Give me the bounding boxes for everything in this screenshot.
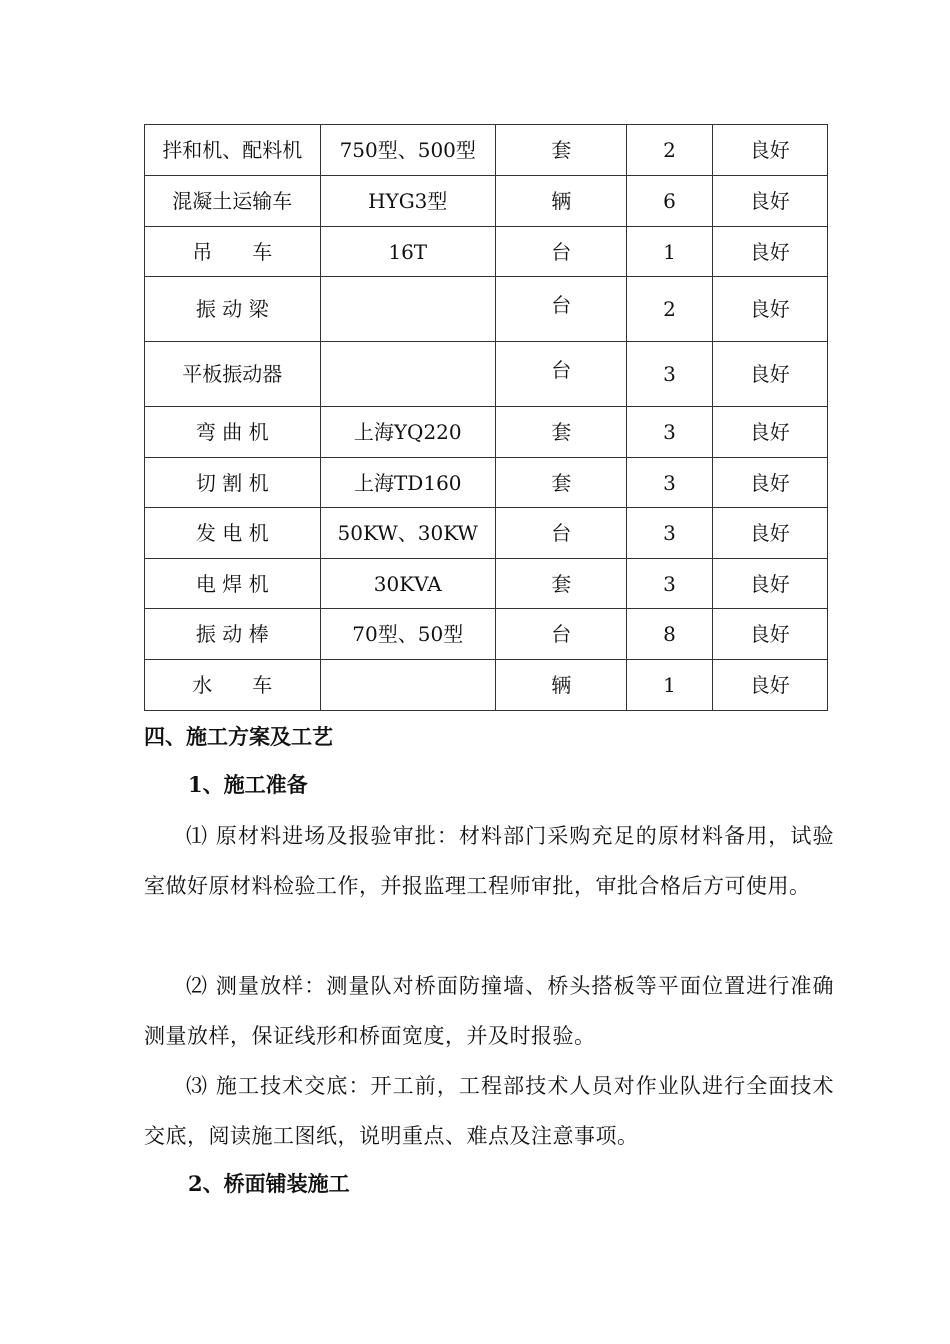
equipment-name: 水 车	[145, 660, 321, 711]
equipment-qty: 3	[627, 342, 712, 407]
equipment-condition: 良好	[712, 660, 827, 711]
table-row	[145, 277, 828, 342]
equipment-model	[320, 277, 496, 342]
equipment-name: 弯 曲 机	[145, 407, 321, 458]
equipment-model: 上海YQ220	[320, 407, 496, 458]
section-heading: 四、施工方案及工艺	[144, 724, 333, 749]
equipment-condition: 良好	[712, 277, 827, 342]
equipment-model: HYG3型	[320, 176, 496, 227]
equipment-unit: 套	[496, 559, 627, 609]
equipment-name: 吊 车	[145, 227, 321, 277]
equipment-qty: 3	[627, 559, 712, 609]
equipment-model: 70型、50型	[320, 609, 496, 660]
equipment-qty: 1	[627, 227, 712, 277]
table-row	[145, 508, 828, 559]
equipment-name: 振 动 梁	[145, 277, 321, 342]
equipment-condition: 良好	[712, 125, 827, 176]
equipment-name: 切 割 机	[145, 458, 321, 508]
equipment-qty: 3	[627, 508, 712, 559]
equipment-qty: 3	[627, 458, 712, 508]
equipment-qty: 2	[627, 277, 712, 342]
equipment-table	[144, 124, 828, 711]
table-row	[145, 407, 828, 458]
equipment-name: 发 电 机	[145, 508, 321, 559]
equipment-unit: 套	[496, 125, 627, 176]
equipment-name: 电 焊 机	[145, 559, 321, 609]
paragraph: ⑴ 原材料进场及报验审批：材料部门采购充足的原材料备用，试验室做好原材料检验工作，并报监理工程师审批，审批合格后方可使用。	[144, 824, 834, 898]
equipment-qty: 8	[627, 609, 712, 660]
equipment-condition: 良好	[712, 609, 827, 660]
table-row	[145, 342, 828, 407]
equipment-name: 振 动 棒	[145, 609, 321, 660]
equipment-model: 30KVA	[320, 559, 496, 609]
equipment-qty: 2	[627, 125, 712, 176]
equipment-unit: 台	[496, 277, 627, 342]
table-row	[145, 176, 828, 227]
equipment-model	[320, 660, 496, 711]
equipment-unit: 台	[496, 609, 627, 660]
equipment-unit: 套	[496, 407, 627, 458]
subsection-heading: 2、桥面铺装施工	[188, 1171, 350, 1196]
equipment-unit: 台	[496, 508, 627, 559]
equipment-qty: 6	[627, 176, 712, 227]
equipment-unit: 辆	[496, 660, 627, 711]
equipment-model	[320, 342, 496, 407]
equipment-condition: 良好	[712, 227, 827, 277]
paragraph: ⑶ 施工技术交底：开工前，工程部技术人员对作业队进行全面技术交底，阅读施工图纸，说明重点、难点及注意事项。	[144, 1074, 834, 1148]
equipment-condition: 良好	[712, 176, 827, 227]
equipment-model: 50KW、30KW	[320, 508, 496, 559]
table-row	[145, 660, 828, 711]
table-row	[145, 125, 828, 176]
equipment-condition: 良好	[712, 407, 827, 458]
equipment-model: 750型、500型	[320, 125, 496, 176]
equipment-name: 平板振动器	[145, 342, 321, 407]
subsection-heading: 1、施工准备	[188, 772, 308, 797]
equipment-condition: 良好	[712, 458, 827, 508]
equipment-unit: 台	[496, 227, 627, 277]
paragraph: ⑵ 测量放样：测量队对桥面防撞墙、桥头搭板等平面位置进行准确测量放样，保证线形和桥面宽度，并及时报验。	[144, 974, 834, 1048]
equipment-name: 混凝土运输车	[145, 176, 321, 227]
table-row	[145, 227, 828, 277]
equipment-condition: 良好	[712, 559, 827, 609]
equipment-model: 上海TD160	[320, 458, 496, 508]
equipment-condition: 良好	[712, 342, 827, 407]
equipment-qty: 1	[627, 660, 712, 711]
equipment-name: 拌和机、配料机	[145, 125, 321, 176]
equipment-unit: 台	[496, 342, 627, 407]
table-row	[145, 559, 828, 609]
equipment-qty: 3	[627, 407, 712, 458]
table-row	[145, 609, 828, 660]
equipment-unit: 辆	[496, 176, 627, 227]
table-row	[145, 458, 828, 508]
equipment-condition: 良好	[712, 508, 827, 559]
equipment-unit: 套	[496, 458, 627, 508]
equipment-model: 16T	[320, 227, 496, 277]
